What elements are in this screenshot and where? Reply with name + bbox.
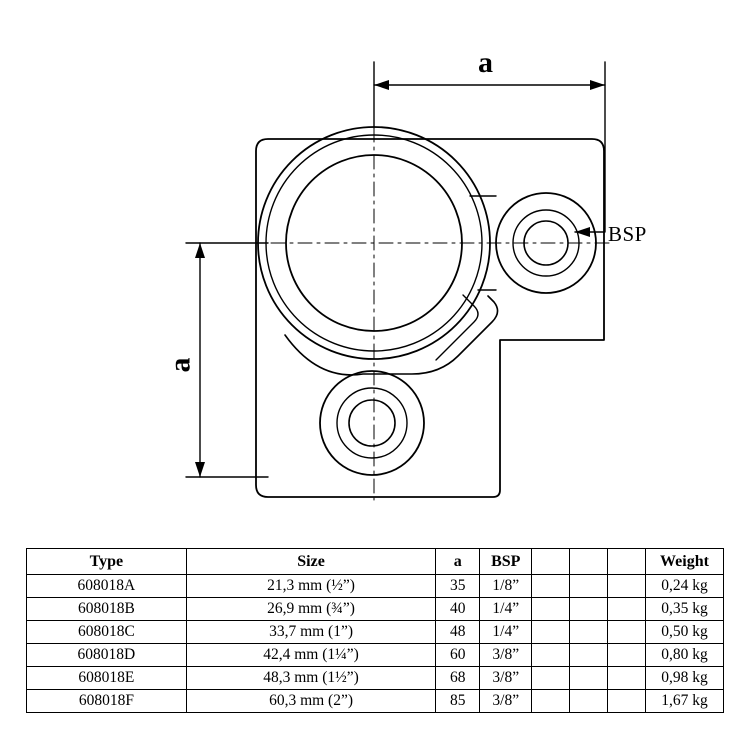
cell-size: 48,3 mm (1½”) bbox=[186, 667, 436, 690]
table-row bbox=[27, 621, 724, 644]
cell-empty-2 bbox=[570, 575, 608, 598]
cell-weight: 0,98 kg bbox=[646, 667, 724, 690]
table-row bbox=[27, 644, 724, 667]
bottom-socket-bore bbox=[349, 400, 395, 446]
cell-bsp: 3/8” bbox=[480, 690, 532, 713]
cell-empty-3 bbox=[608, 690, 646, 713]
cell-empty-1 bbox=[532, 598, 570, 621]
header-bsp: BSP bbox=[480, 549, 532, 575]
header-empty-3 bbox=[608, 549, 646, 575]
cell-weight: 0,80 kg bbox=[646, 644, 724, 667]
cell-empty-3 bbox=[608, 644, 646, 667]
cell-bsp: 3/8” bbox=[480, 644, 532, 667]
cell-type: 608018D bbox=[27, 644, 187, 667]
cell-empty-2 bbox=[570, 598, 608, 621]
cell-empty-2 bbox=[570, 690, 608, 713]
header-empty-2 bbox=[570, 549, 608, 575]
cell-type: 608018A bbox=[27, 575, 187, 598]
cell-empty-1 bbox=[532, 667, 570, 690]
header-empty-1 bbox=[532, 549, 570, 575]
bsp-label: BSP bbox=[608, 222, 647, 246]
cell-size: 33,7 mm (1”) bbox=[186, 621, 436, 644]
cell-a: 35 bbox=[436, 575, 480, 598]
cell-empty-2 bbox=[570, 667, 608, 690]
cell-size: 21,3 mm (½”) bbox=[186, 575, 436, 598]
table-row bbox=[27, 667, 724, 690]
table-header-row bbox=[27, 549, 724, 575]
bottom-socket-outer bbox=[320, 371, 424, 475]
cell-a: 48 bbox=[436, 621, 480, 644]
cell-empty-1 bbox=[532, 690, 570, 713]
dimension-a-top bbox=[374, 62, 605, 232]
cell-weight: 0,35 kg bbox=[646, 598, 724, 621]
header-weight: Weight bbox=[646, 549, 724, 575]
cell-size: 60,3 mm (2”) bbox=[186, 690, 436, 713]
cell-empty-3 bbox=[608, 667, 646, 690]
cell-size: 26,9 mm (¾”) bbox=[186, 598, 436, 621]
cell-empty-2 bbox=[570, 621, 608, 644]
cell-a: 60 bbox=[436, 644, 480, 667]
cell-empty-3 bbox=[608, 575, 646, 598]
cell-bsp: 3/8” bbox=[480, 667, 532, 690]
cell-empty-2 bbox=[570, 644, 608, 667]
cell-bsp: 1/8” bbox=[480, 575, 532, 598]
cell-weight: 1,67 kg bbox=[646, 690, 724, 713]
cell-type: 608018E bbox=[27, 667, 187, 690]
cell-empty-3 bbox=[608, 621, 646, 644]
cell-size: 42,4 mm (1¼”) bbox=[186, 644, 436, 667]
cell-empty-3 bbox=[608, 598, 646, 621]
cell-weight: 0,50 kg bbox=[646, 621, 724, 644]
cell-empty-1 bbox=[532, 621, 570, 644]
cell-a: 40 bbox=[436, 598, 480, 621]
table-row bbox=[27, 575, 724, 598]
cell-empty-1 bbox=[532, 644, 570, 667]
cell-empty-1 bbox=[532, 575, 570, 598]
table-row bbox=[27, 690, 724, 713]
centre-lines bbox=[190, 128, 612, 500]
cell-type: 608018B bbox=[27, 598, 187, 621]
cell-bsp: 1/4” bbox=[480, 598, 532, 621]
specification-table bbox=[26, 548, 724, 713]
bsp-leader bbox=[575, 227, 604, 237]
header-a: a bbox=[436, 549, 480, 575]
header-size: Size bbox=[186, 549, 436, 575]
bottom-socket-mid bbox=[337, 388, 407, 458]
cell-bsp: 1/4” bbox=[480, 621, 532, 644]
table-row bbox=[27, 598, 724, 621]
cell-type: 608018F bbox=[27, 690, 187, 713]
cell-type: 608018C bbox=[27, 621, 187, 644]
dimension-label-a-top: a bbox=[478, 46, 493, 79]
cell-weight: 0,24 kg bbox=[646, 575, 724, 598]
cell-a: 85 bbox=[436, 690, 480, 713]
dimension-label-a-left: a bbox=[163, 357, 197, 373]
cell-a: 68 bbox=[436, 667, 480, 690]
header-type: Type bbox=[27, 549, 187, 575]
